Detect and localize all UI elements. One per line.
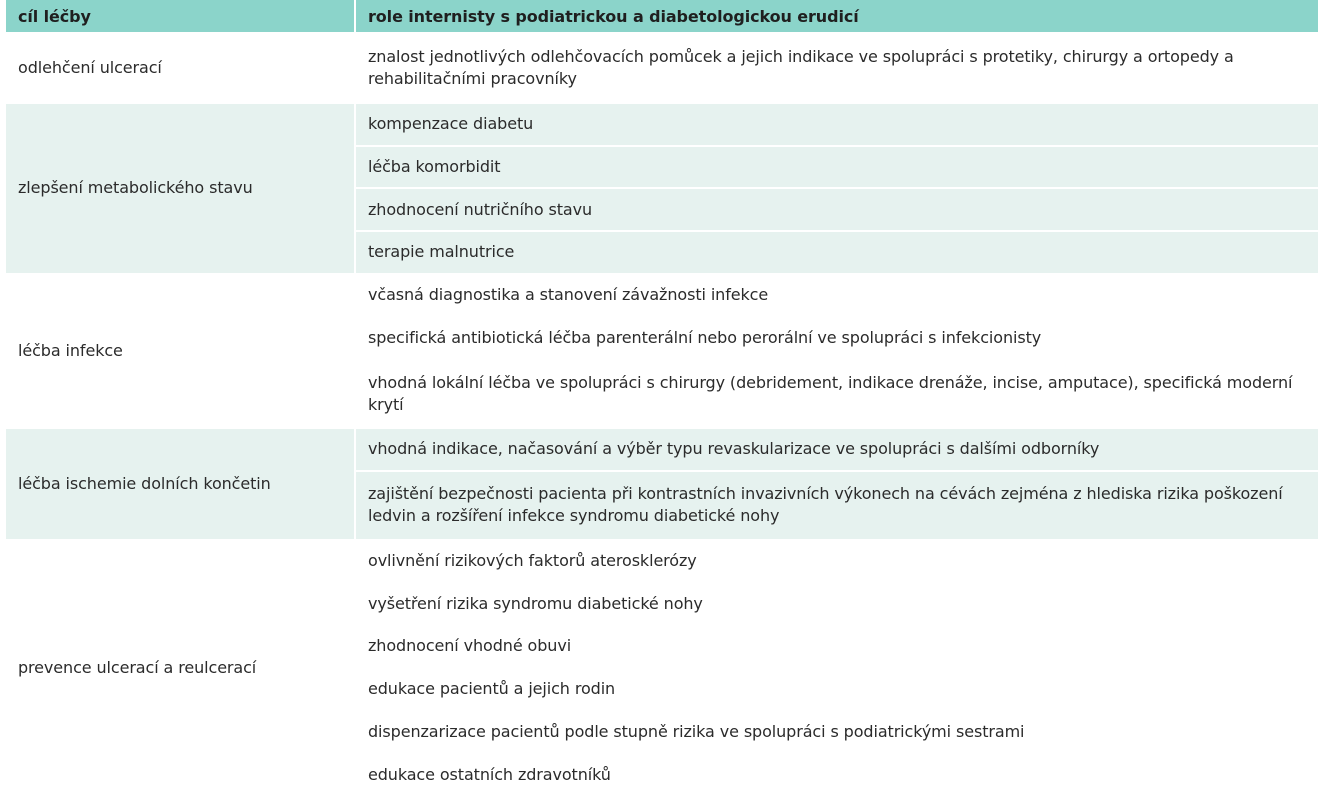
header-role: role internisty s podiatrickou a diabetologickou erudicí	[355, 0, 1318, 34]
table-body	[6, 34, 1318, 797]
role-cell: kompenzace diabetu	[355, 103, 1318, 146]
goal-cell: zlepšení metabolického stavu	[6, 103, 355, 274]
treatment-roles-table-container	[6, 0, 1318, 797]
role-cell: vhodná indikace, načasování a výběr typu revaskularizace ve spolupráci s dalšími odborníky	[355, 428, 1318, 471]
goal-cell: prevence ulcerací a reulcerací	[6, 540, 355, 796]
goal-cell: léčba ischemie dolních končetin	[6, 428, 355, 540]
treatment-roles-table	[6, 0, 1318, 797]
role-cell: léčba komorbidit	[355, 146, 1318, 189]
role-cell: specifická antibiotická léčba parenterální nebo perorální ve spolupráci s infekcionisty	[355, 317, 1318, 360]
role-cell: zajištění bezpečnosti pacienta při kontrastních invazivních výkonech na cévách zejména z hlediska rizika poškození ledvin a rozšíření infekce syndromu diabetické nohy	[355, 471, 1318, 540]
role-cell: edukace ostatních zdravotníků	[355, 753, 1318, 796]
role-cell: vhodná lokální léčba ve spolupráci s chirurgy (debridement, indikace drenáže, incise, amputace), specifická moderní krytí	[355, 359, 1318, 428]
role-cell: zhodnocení nutričního stavu	[355, 188, 1318, 231]
table-row	[6, 274, 1318, 317]
role-cell: edukace pacientů a jejich rodin	[355, 668, 1318, 711]
role-cell: včasná diagnostika a stanovení závažnosti infekce	[355, 274, 1318, 317]
table-row	[6, 428, 1318, 471]
table-row	[6, 103, 1318, 146]
header-goal: cíl léčby	[6, 0, 355, 34]
role-cell: vyšetření rizika syndromu diabetické nohy	[355, 582, 1318, 625]
goal-cell: odlehčení ulcerací	[6, 34, 355, 103]
table-header	[6, 0, 1318, 34]
role-cell: terapie malnutrice	[355, 231, 1318, 274]
role-cell: dispenzarizace pacientů podle stupně rizika ve spolupráci s podiatrickými sestrami	[355, 710, 1318, 753]
table-row	[6, 540, 1318, 583]
role-cell: znalost jednotlivých odlehčovacích pomůcek a jejich indikace ve spolupráci s protetiky, chirurgy a ortopedy a rehabilitačními pracovníky	[355, 34, 1318, 103]
table-row	[6, 34, 1318, 103]
goal-cell: léčba infekce	[6, 274, 355, 428]
role-cell: ovlivnění rizikových faktorů aterosklerózy	[355, 540, 1318, 583]
role-cell: zhodnocení vhodné obuvi	[355, 625, 1318, 668]
header-row	[6, 0, 1318, 34]
